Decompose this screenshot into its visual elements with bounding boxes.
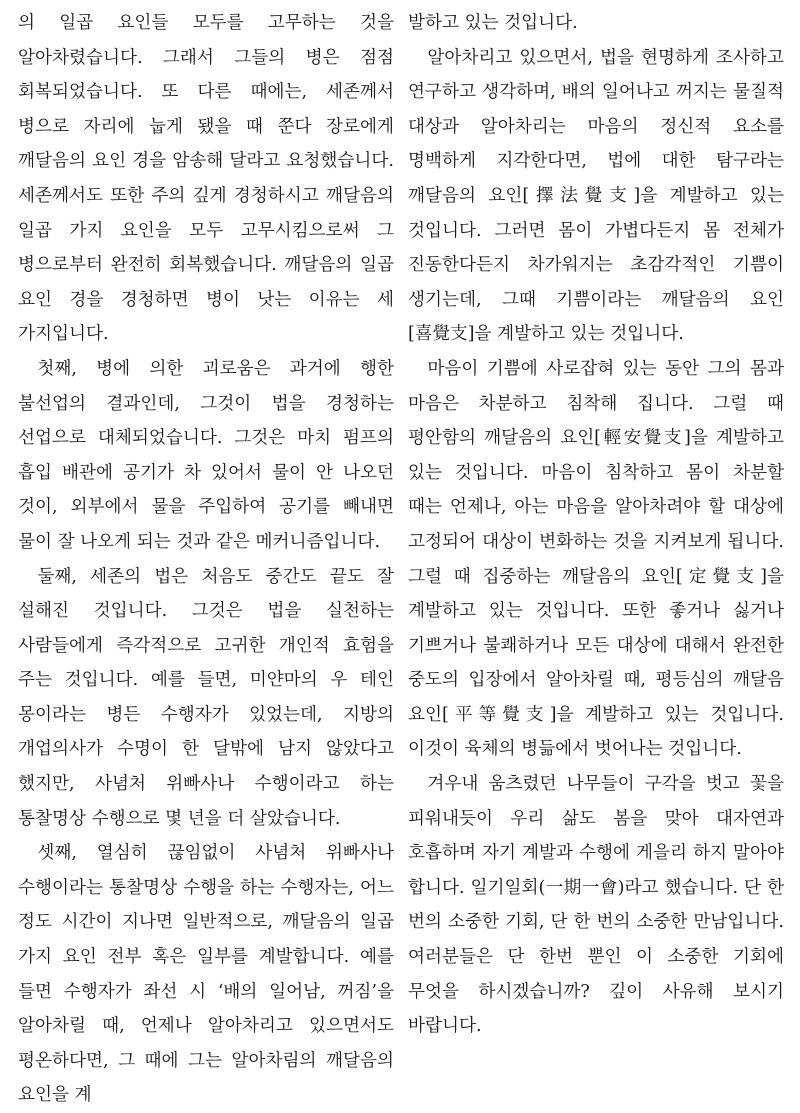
paragraph-continuation: 의 일곱 요인들 모두를 고무하는 것을 알아차렸습니다. 그래서 그들의 병은 점점 회복되었습니다. 또 다른 때에는, 세존께서 병으로 자리에 눕게 됐을 때 쭌다 장로에게 깨달음의 요인 경을 암송해 달라고 요청했습니다. 세존께서도 또한 주의 깊게 경청하시고 깨달음의 일곱 가지 요인을 모두 고무시킴으로써 그 병으로부터 완전히 회복했습니다. 깨달음의 일곱 요인 경을 경청하면 병이 낫는 이유는 세 가지입니다. xyxy=(18,13,394,345)
paragraph-second-reason: 둘째, 세존의 법은 처음도 중간도 끝도 잘 설해진 것입니다. 그것은 법을 실천하는 사람들에게 즉각적으로 고귀한 개인적 효험을 주는 것입니다. 예를 들면, 미얀마의 우 테인 몽이라는 병든 수행자가 있었는데, 지방의 개업의사가 수명이 한 달밖에 남지 않았다고 했지만, 사념처 위빠사나 수행이라고 하는 통찰명상 수행으로 몇 년을 더 살았습니다. xyxy=(18,566,394,829)
paragraph-investigation: 알아차리고 있으면서, 법을 현명하게 조사하고 연구하고 생각하며, 배의 일어나고 꺼지는 물질적 대상과 알아차리는 마음의 정신적 요소를 명백하게 지각한다면, 법에 대한 탐구라는 깨달음의 요인[擇法覺支]을 계발하고 있는 것입니다. 그러면 몸이 가볍다든지 몸 전체가 진동한다든지 차가워지는 초감각적인 기쁨이 생기는데, 그때 기쁨이라는 깨달음의 요인[喜覺支]을 계발하고 있는 것입니다. xyxy=(408,47,784,345)
right-column xyxy=(408,6,784,1044)
left-column xyxy=(18,6,394,1113)
paragraph-first-reason: 첫째, 병에 의한 괴로움은 과거에 행한 불선업의 결과인데, 그것이 법을 경청하는 선업으로 대체되었습니다. 그것은 마치 펌프의 흡입 배관에 공기가 차 있어서 물이 안 나오던 것이, 외부에서 물을 주입하여 공기를 빼내면 물이 잘 나오게 되는 것과 같은 메커니즘입니다. xyxy=(18,358,394,552)
paragraph-tranquility: 마음이 기쁨에 사로잡혀 있는 동안 그의 몸과 마음은 차분하고 침착해 집니다. 그럴 때 평안함의 깨달음의 요인[輕安覺支]을 계발하고 있는 것입니다. 마음이 침착하고 몸이 차분할 때는 언제나, 아는 마음을 알아차려야 할 대상에 고정되어 대상이 변화하는 것을 지켜보게 됩니다. 그럴 때 집중하는 깨달음의 요인[定覺支]을 계발하고 있는 것입니다. 또한 좋거나 싫거나 기쁘거나 불쾌하거나 모든 대상에 대해서 완전한 중도의 입장에서 알아차릴 때, 평등심의 깨달음 요인[平等覺支]을 계발하고 있는 것입니다. 이것이 육체의 병듦에서 벗어나는 것입니다. xyxy=(408,358,784,760)
paragraph-third-reason: 셋째, 열심히 끊임없이 사념처 위빠사나 수행이라는 통찰명상 수행을 하는 수행자는, 어느 정도 시간이 지나면 일반적으로, 깨달음의 일곱 가지 요인 전부 혹은 일부를 계발합니다. 예를 들면 수행자가 좌선 시 ‘배의 일어남, 꺼짐’을 알아차릴 때, 언제나 알아차리고 있으면서도 평온하다면, 그 때에 그는 알아차림의 깨달음의 요인을 계 xyxy=(18,843,394,1106)
paragraph-closing: 겨우내 움츠렸던 나무들이 구각을 벗고 꽃을 피워내듯이 우리 삶도 봄을 맞아 대자연과 호흡하며 자기 계발과 수행에 게을리 하지 말아야 합니다. 일기일회(一期一會)라고 했습니다. 단 한 번의 소중한 기회, 단 한 번의 소중한 만남입니다. 여러분들은 단 한번 뿐인 이 소중한 기회에 무엇을 하시겠습니까? 깊이 사유해 보시기 바랍니다. xyxy=(408,774,784,1037)
paragraph-continued: 발하고 있는 것입니다. xyxy=(408,13,578,33)
